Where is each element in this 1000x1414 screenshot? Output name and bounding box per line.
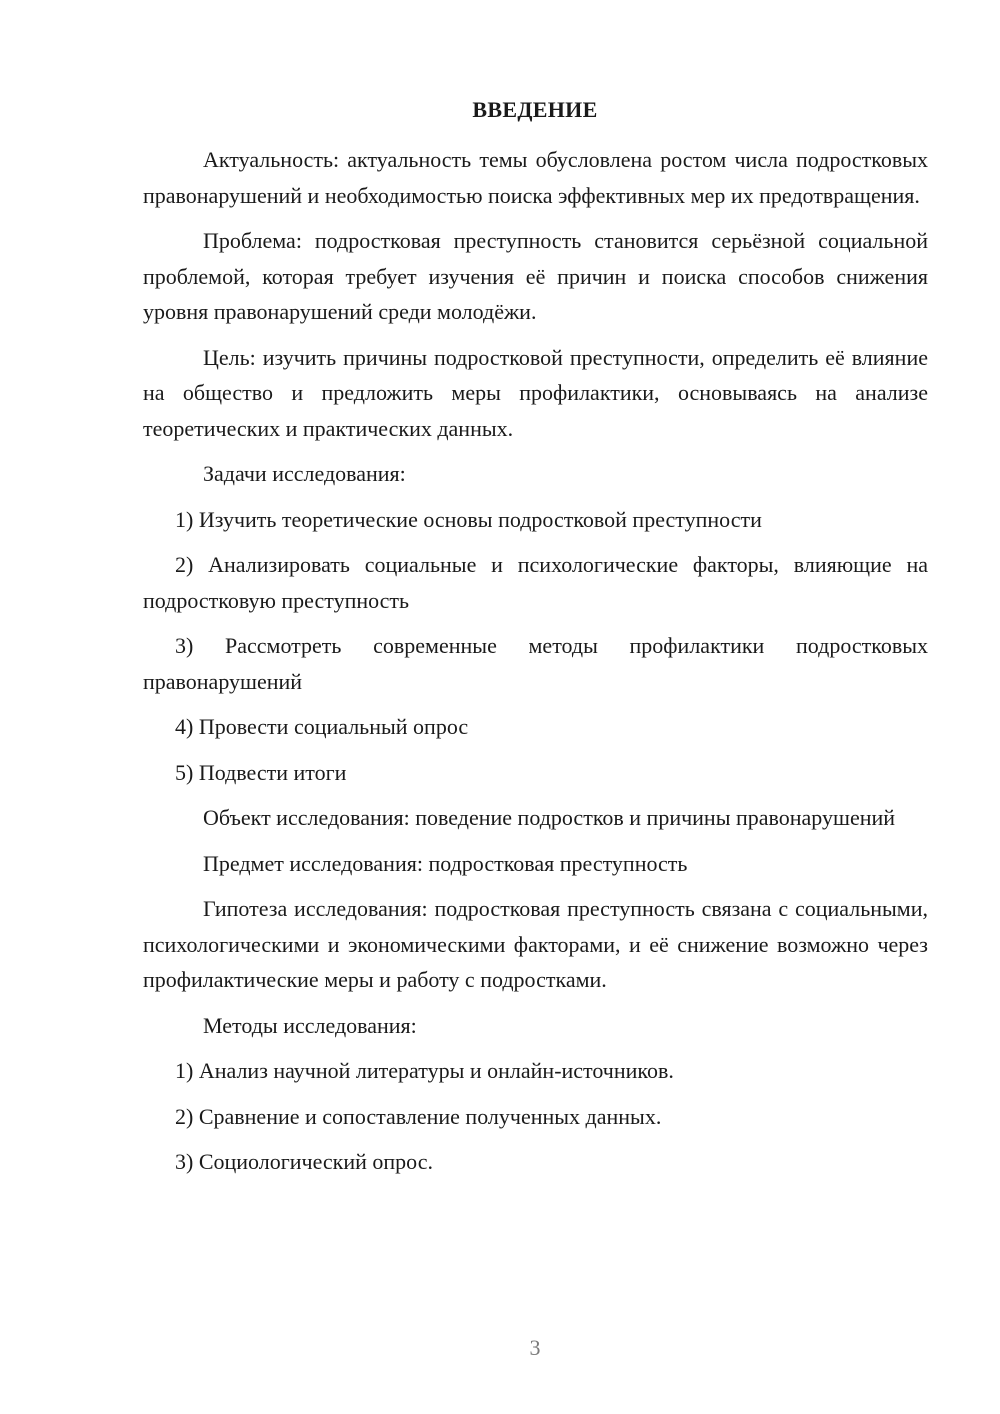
- task-item-5: 5) Подвести итоги: [175, 759, 347, 785]
- section-title: ВВЕДЕНИЕ: [472, 97, 598, 122]
- relevance-paragraph: Актуальность: актуальность темы обусловлена ростом числа подростковых правонарушений и необходимостью поиска эффективных мер их предотвращения.: [143, 147, 928, 208]
- methods-heading: Методы исследования:: [203, 1012, 417, 1038]
- object-paragraph: Объект исследования: поведение подростков и причины правонарушений: [203, 805, 896, 830]
- goal-paragraph: Цель: изучить причины подростковой преступности, определить её влияние на общество и предложить меры профилактики, основываясь на анализе теоретических и практических данных.: [143, 344, 928, 441]
- tasks-heading: Задачи исследования:: [203, 461, 406, 486]
- task-item-3: 3) Рассмотреть современные методы профилактики подростковых правонарушений: [143, 633, 928, 694]
- document-body: [143, 142, 928, 1190]
- method-item-3: 3) Социологический опрос.: [175, 1149, 433, 1174]
- task-item-4: 4) Провести социальный опрос: [175, 714, 469, 739]
- task-item-2: 2) Анализировать социальные и психологические факторы, влияющие на подростковую преступность: [143, 552, 928, 613]
- method-item-2: 2) Сравнение и сопоставление полученных данных.: [175, 1103, 662, 1129]
- subject-paragraph: Предмет исследования: подростковая преступность: [203, 850, 688, 876]
- page-number: 3: [529, 1335, 541, 1360]
- method-item-1: 1) Анализ научной литературы и онлайн-источников.: [175, 1058, 674, 1083]
- hypothesis-paragraph: Гипотеза исследования: подростковая преступность связана с социальными, психологическими и экономическими факторами, и её снижение возможно через профилактические меры и работу с подростками.: [143, 896, 928, 992]
- problem-paragraph: Проблема: подростковая преступность становится серьёзной социальной проблемой, которая требует изучения её причин и поиска способов снижения уровня правонарушений среди молодёжи.: [143, 228, 928, 324]
- task-item-1: 1) Изучить теоретические основы подростковой преступности: [175, 506, 762, 532]
